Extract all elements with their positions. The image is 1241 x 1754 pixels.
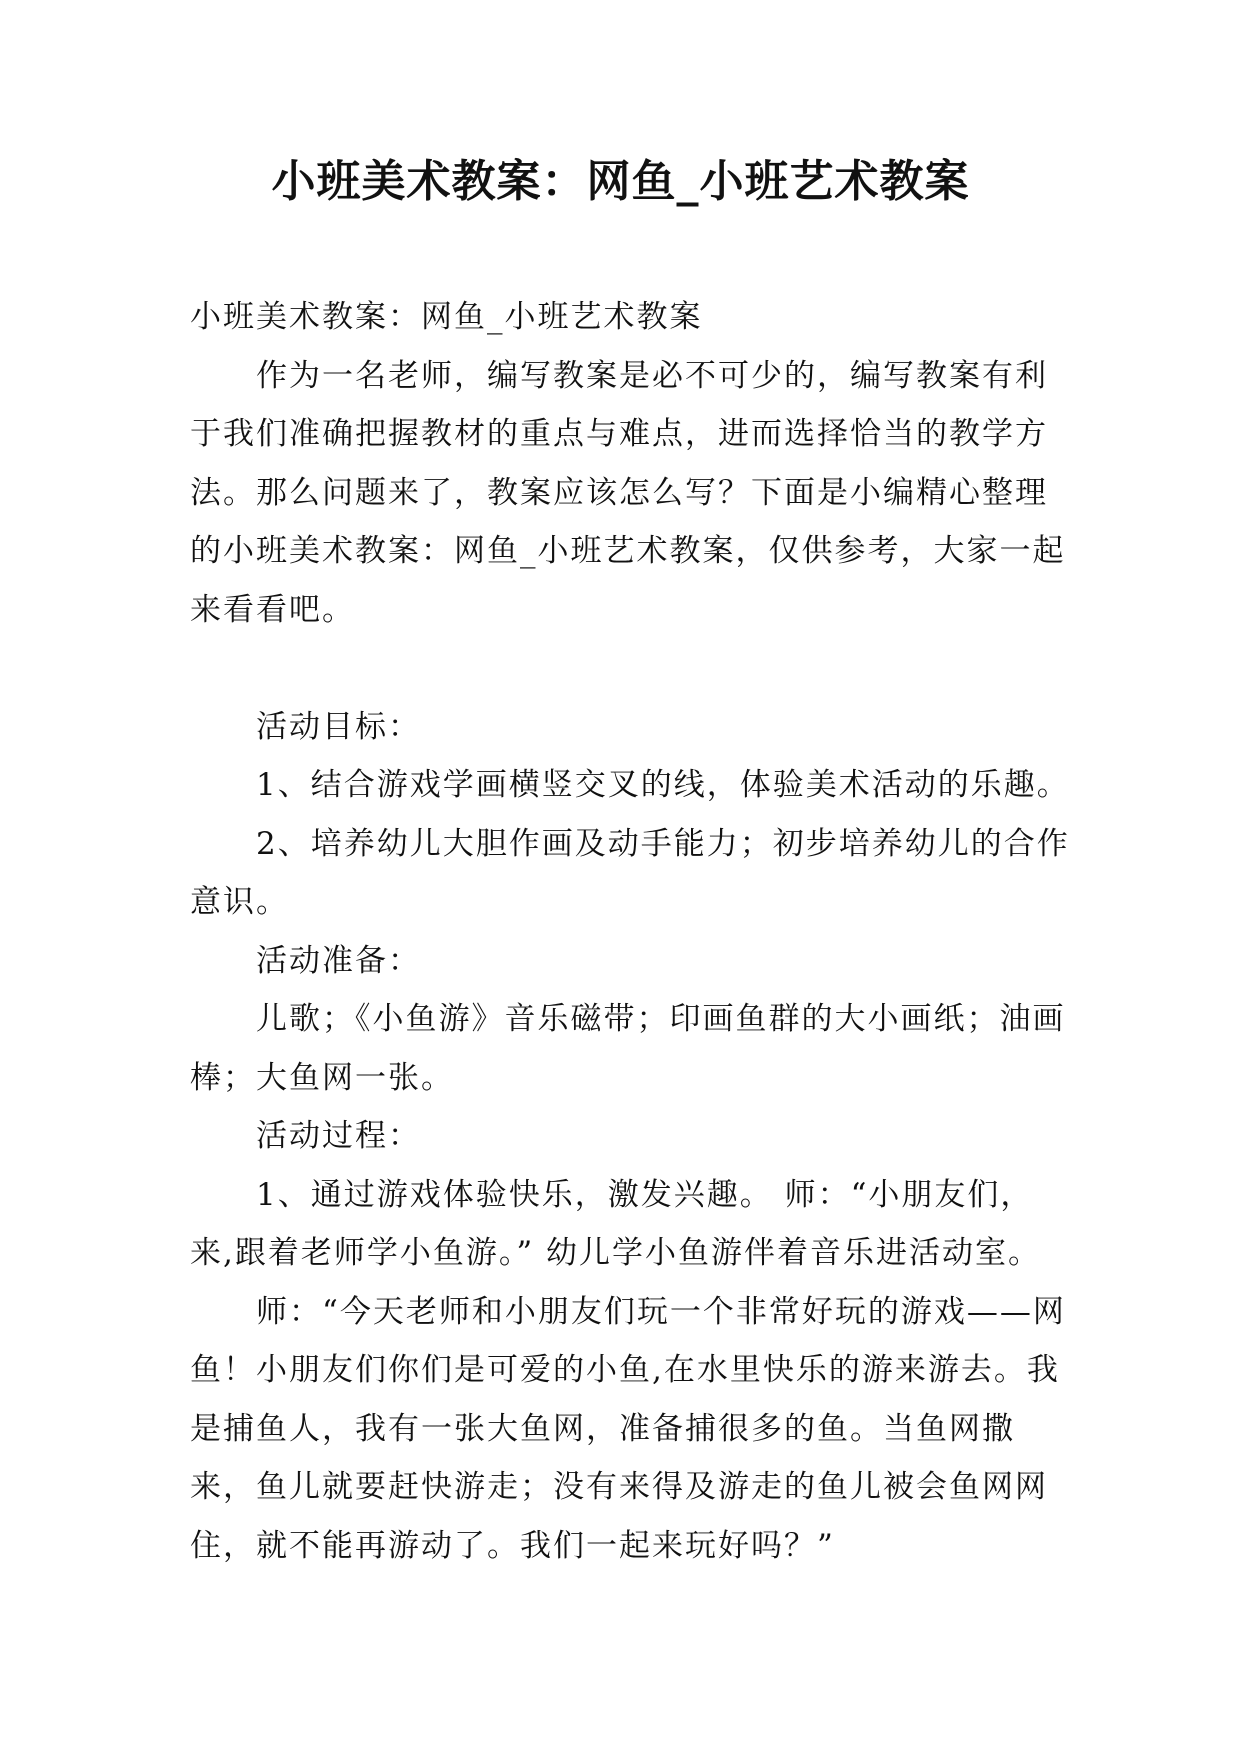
section-heading-goals: 活动目标： <box>256 708 421 745</box>
intro-paragraph: 作为一名老师，编写教案是必不可少的，编写教案有利于我们准确把握教材的重点与难点，进而选择恰当的教学方法。那么问题来了，教案应该怎么写？下面是小编精心整理的小班美术教案：网鱼_小班艺术教案，仅供参考，大家一起来看看吧。 <box>190 357 1066 628</box>
document-body <box>190 288 1070 1575</box>
subtitle-paragraph: 小班美术教案：网鱼_小班艺术教案 <box>190 299 703 335</box>
teacher-dialogue-paragraph: 师：“今天老师和小朋友们玩一个非常好玩的游戏——网鱼！小朋友们你们是可爱的小鱼,在水里快乐的游来游去。我是捕鱼人，我有一张大鱼网，准备捕很多的鱼。当鱼网撒来，鱼儿就要赶快游走；没有来得及游走的鱼儿被会鱼网网住，就不能再游动了。我们一起来玩好吗？” <box>190 1293 1066 1564</box>
section-heading-preparation: 活动准备： <box>256 942 421 979</box>
section-heading-process: 活动过程： <box>256 1118 421 1154</box>
goal-item-2: 2、培养幼儿大胆作画及动手能力；初步培养幼儿的合作意识。 <box>190 825 1070 920</box>
preparation-paragraph: 儿歌；《小鱼游》音乐磁带；印画鱼群的大小画纸；油画棒；大鱼网一张。 <box>190 1001 1066 1096</box>
goal-item-1: 1、结合游戏学画横竖交叉的线，体验美术活动的乐趣。 <box>256 767 1070 803</box>
document-title: 小班美术教案：网鱼_小班艺术教案 <box>271 156 970 207</box>
process-step-1: 1、通过游戏体验快乐，激发兴趣。 师：“小朋友们，来,跟着老师学小鱼游。” 幼儿学小鱼游伴着音乐进活动室。 <box>190 1176 1042 1271</box>
